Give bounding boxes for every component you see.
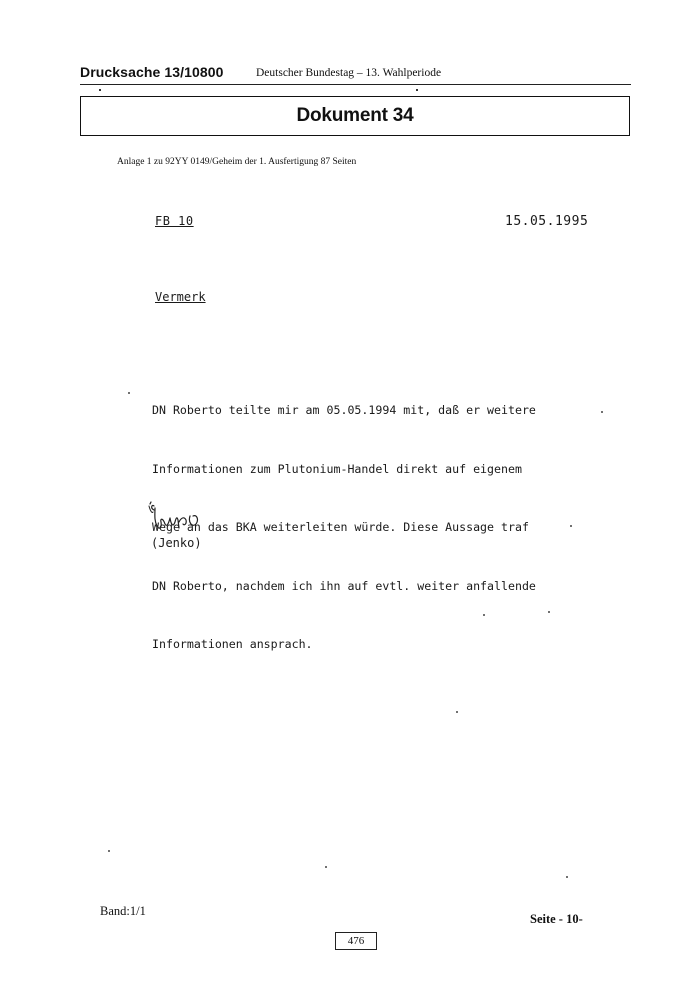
scan-speck	[483, 614, 485, 616]
page-number: 476	[347, 935, 365, 947]
scan-speck	[548, 611, 550, 613]
attachment-reference: Anlage 1 zu 92YY 0149/Geheim der 1. Ausfertigung 87 Seiten	[117, 157, 357, 167]
signature-name: (Jenko)	[151, 536, 202, 550]
header-rule	[80, 84, 631, 85]
document-number: Drucksache 13/10800	[80, 64, 224, 80]
memo-line: Informationen zum Plutonium-Handel direkt auf eigenem	[152, 461, 522, 476]
handwritten-signature	[146, 500, 226, 538]
memo-line: DN Roberto, nachdem ich ihn auf evtl. weiter anfallende	[152, 578, 536, 593]
scan-speck	[566, 876, 568, 878]
office-code: FB 10	[155, 214, 194, 228]
page-label: Seite - 10-	[530, 912, 583, 926]
scan-speck	[128, 392, 130, 394]
scan-speck	[325, 866, 327, 868]
rule-mark	[416, 89, 418, 91]
memo-date: 15.05.1995	[505, 214, 589, 229]
document-title: Dokument 34	[296, 105, 414, 126]
scan-speck	[456, 711, 458, 713]
memo-line: DN Roberto teilte mir am 05.05.1994 mit, daß er weitere	[152, 403, 536, 417]
memo-line: Informationen ansprach.	[152, 637, 313, 651]
page-number-box	[335, 932, 377, 950]
scan-speck	[108, 850, 110, 852]
volume-label: Band:1/1	[100, 904, 146, 918]
rule-mark	[99, 89, 101, 91]
memo-line: Wege an das BKA weiterleiten würde. Diese Aussage traf	[152, 520, 529, 534]
scan-speck	[601, 411, 603, 413]
memo-heading: Vermerk	[155, 290, 206, 304]
document-title-box	[80, 96, 630, 136]
scan-speck	[570, 525, 572, 527]
parliament-period: Deutscher Bundestag – 13. Wahlperiode	[256, 67, 442, 79]
